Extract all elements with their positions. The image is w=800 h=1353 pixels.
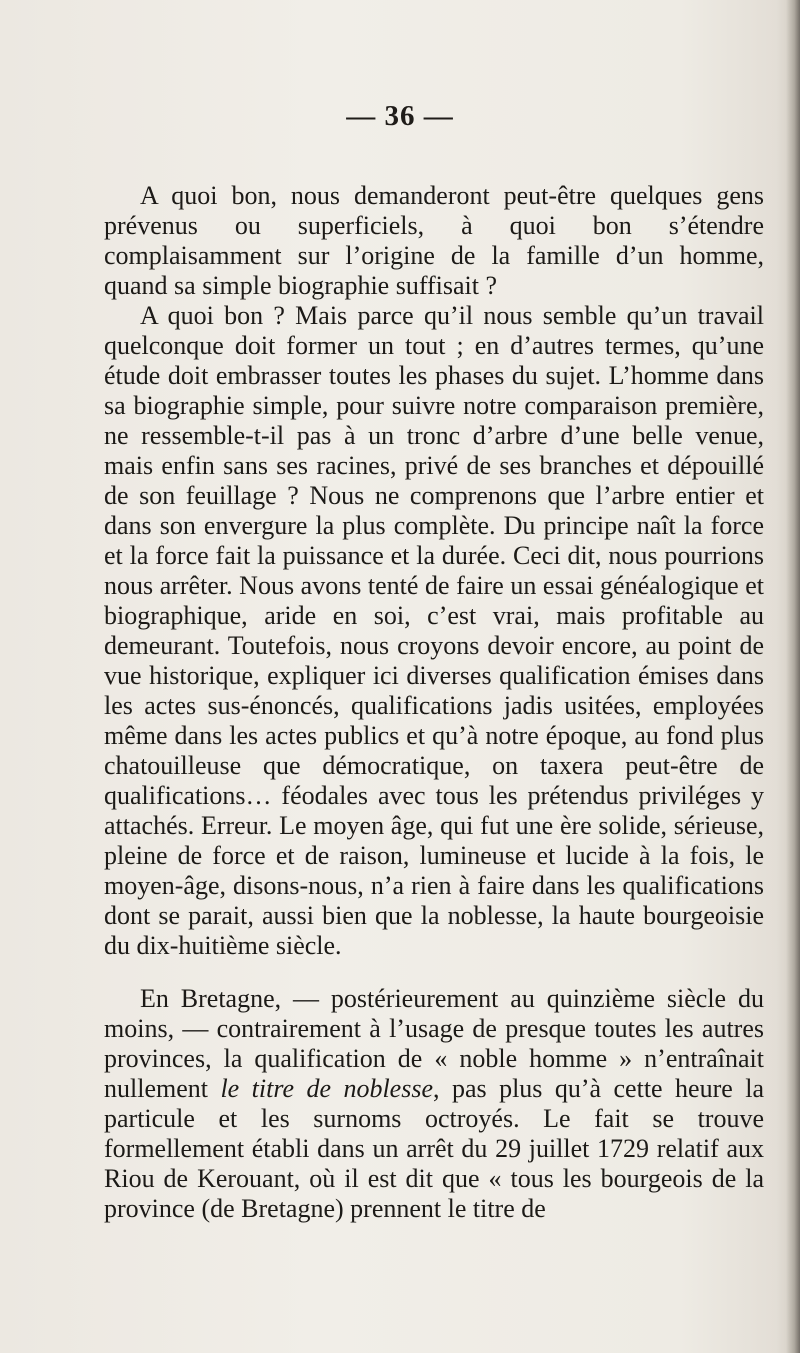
paragraph: A quoi bon, nous demanderont peut-être quelques gens prévenus ou superficiels, à quoi bon s’étendre complaisamment sur l’origine de la famille d’un homme, quand sa simple biographie suffisait ? <box>104 181 764 300</box>
page-edge-shadow <box>786 0 800 1353</box>
page-number: — 36 — <box>346 100 454 132</box>
paragraph: A quoi bon ? Mais parce qu’il nous semble qu’un travail quelconque doit former un tout ; en d’autres termes, qu’une étude doit embrasser toutes les phases du sujet. L’homme dans sa biographie simple, pour suivre notre comparaison première, ne ressemble-t-il pas à un tronc d’arbre d’une belle venue, mais enfin sans ses racines, privé de ses branches et dépouillé de son feuillage ? Nous ne comprenons que l’arbre entier et dans son envergure la plus complète. Du principe naît la force et la force fait la puissance et la durée. Ceci dit, nous pourrions nous arrêter. Nous avons tenté de faire un essai généalogique et biographique, aride en soi, c’est vrai, mais profitable au demeurant. Toutefois, nous croyons devoir encore, au point de vue historique, expliquer ici diverses qualification émises dans les actes sus-énoncés, qualifications jadis usitées, employées même dans les actes publics et qu’à notre époque, au fond plus chatouilleuse que démocratique, on taxera peut-être de qualifications… féodales avec tous les prétendus priviléges y attachés. Erreur. Le moyen âge, qui fut une ère solide, sérieuse, pleine de force et de raison, lumineuse et lucide à la fois, le moyen-âge, disons-nous, n’a rien à faire dans les qualifications dont se parait, aussi bien que la noblesse, la haute bourgeoisie du dix-huitième siècle. <box>104 301 764 960</box>
body-text <box>104 181 764 1224</box>
paragraph <box>104 984 764 1224</box>
paragraph-text: En Bretagne, — postérieurement au quinzième siècle du moins, — contrairement à l’usage de presque toutes les autres provinces, la qualification de « noble homme » n’entraînait nullement <box>104 984 764 1103</box>
italic-phrase: le titre de noblesse <box>220 1074 434 1103</box>
paragraph-text: , pas plus qu’à cette heure la particule et les surnoms octroyés. Le fait se trouve formellement établi dans un arrêt du 29 juillet 1729 relatif aux Riou de Kerouant, où il est dit que « tous les bourgeois de la province (de Bretagne) prennent le titre de <box>104 1074 764 1223</box>
